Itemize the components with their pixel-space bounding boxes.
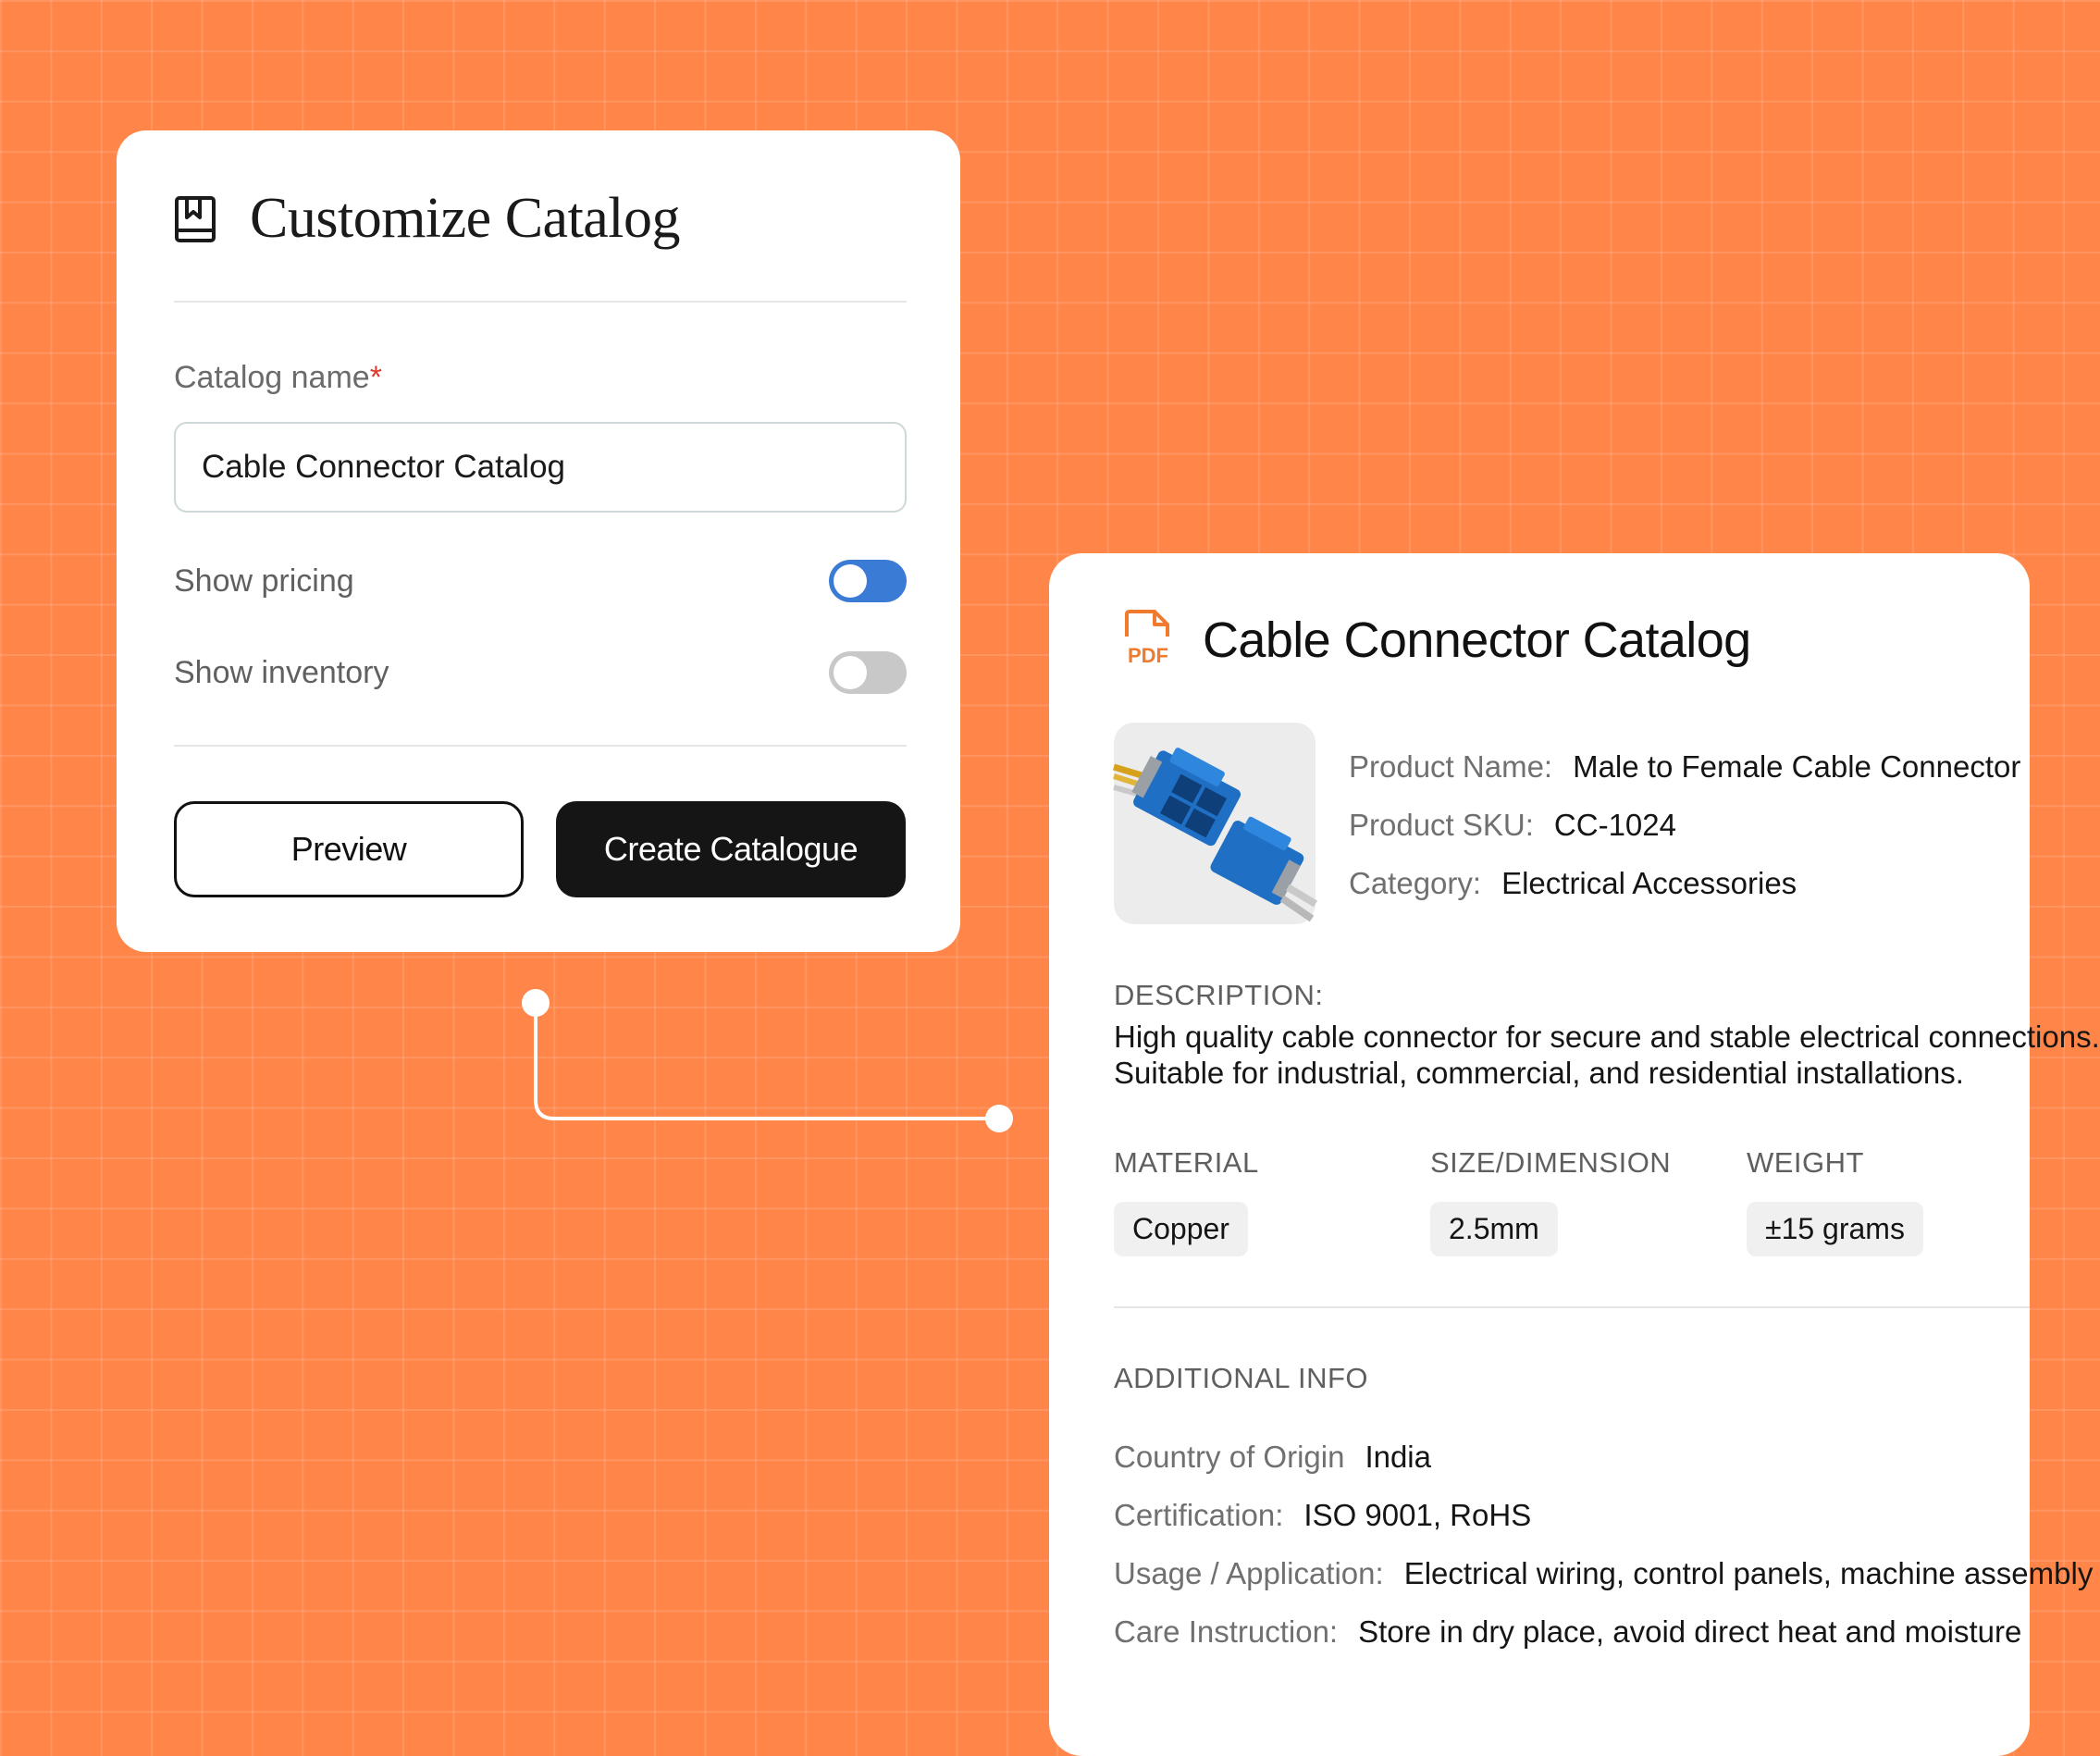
product-image bbox=[1114, 723, 1316, 924]
additional-info-heading: ADDITIONAL INFO bbox=[1114, 1362, 1369, 1394]
product-name-key: Product Name: bbox=[1349, 749, 1553, 784]
product-name-value: Male to Female Cable Connector bbox=[1573, 749, 2021, 784]
pdf-file-icon bbox=[1121, 609, 1175, 671]
specs-divider bbox=[1114, 1306, 2030, 1308]
catalog-title: Cable Connector Catalog bbox=[1203, 612, 1751, 668]
usage-key: Usage / Application: bbox=[1114, 1556, 1384, 1590]
certification-key: Certification: bbox=[1114, 1498, 1284, 1532]
product-sku-row bbox=[1349, 808, 1676, 843]
required-mark: * bbox=[369, 360, 382, 395]
care-value: Store in dry place, avoid direct heat and moisture bbox=[1358, 1614, 2022, 1649]
size-heading: SIZE/DIMENSION bbox=[1430, 1146, 1672, 1179]
material-chip: Copper bbox=[1114, 1202, 1248, 1256]
description-text bbox=[1114, 1019, 2100, 1091]
show-pricing-label: Show pricing bbox=[174, 563, 354, 599]
weight-chip: ±15 grams bbox=[1747, 1202, 1923, 1256]
additional-row bbox=[1114, 1556, 2093, 1591]
create-catalogue-button[interactable]: Create Catalogue bbox=[556, 801, 906, 897]
weight-heading: WEIGHT bbox=[1747, 1146, 1864, 1179]
certification-value: ISO 9001, RoHS bbox=[1303, 1498, 1532, 1532]
description-line: High quality cable connector for secure and stable electrical connections. bbox=[1114, 1020, 2100, 1054]
catalog-preview-card bbox=[1049, 553, 2100, 1756]
category-key: Category: bbox=[1349, 866, 1482, 900]
material-heading: MATERIAL bbox=[1114, 1146, 1259, 1179]
category-row bbox=[1349, 866, 1797, 901]
pdf-icon-text: PDF bbox=[1128, 644, 1168, 667]
catalog-name-label-text: Catalog name bbox=[174, 360, 370, 395]
catalog-header bbox=[1121, 609, 1751, 671]
additional-row bbox=[1114, 1440, 1431, 1475]
customize-title: Customize Catalog bbox=[250, 187, 681, 250]
description-heading: DESCRIPTION: bbox=[1114, 979, 1324, 1011]
usage-value: Electrical wiring, control panels, machine assembly bbox=[1403, 1556, 2094, 1590]
additional-row bbox=[1114, 1614, 2021, 1650]
category-value: Electrical Accessories bbox=[1501, 866, 1797, 900]
country-key: Country of Origin bbox=[1114, 1440, 1345, 1474]
preview-button[interactable]: Preview bbox=[174, 801, 524, 897]
description-line: Suitable for industrial, commercial, and residential installations. bbox=[1114, 1056, 1964, 1090]
product-name-row bbox=[1349, 749, 2020, 785]
product-sku-key: Product SKU: bbox=[1349, 808, 1534, 842]
additional-row bbox=[1114, 1498, 1531, 1533]
show-inventory-label: Show inventory bbox=[174, 654, 389, 690]
care-key: Care Instruction: bbox=[1114, 1614, 1339, 1649]
country-value: India bbox=[1365, 1440, 1431, 1474]
size-chip: 2.5mm bbox=[1430, 1202, 1558, 1256]
product-sku-value: CC-1024 bbox=[1553, 808, 1676, 842]
